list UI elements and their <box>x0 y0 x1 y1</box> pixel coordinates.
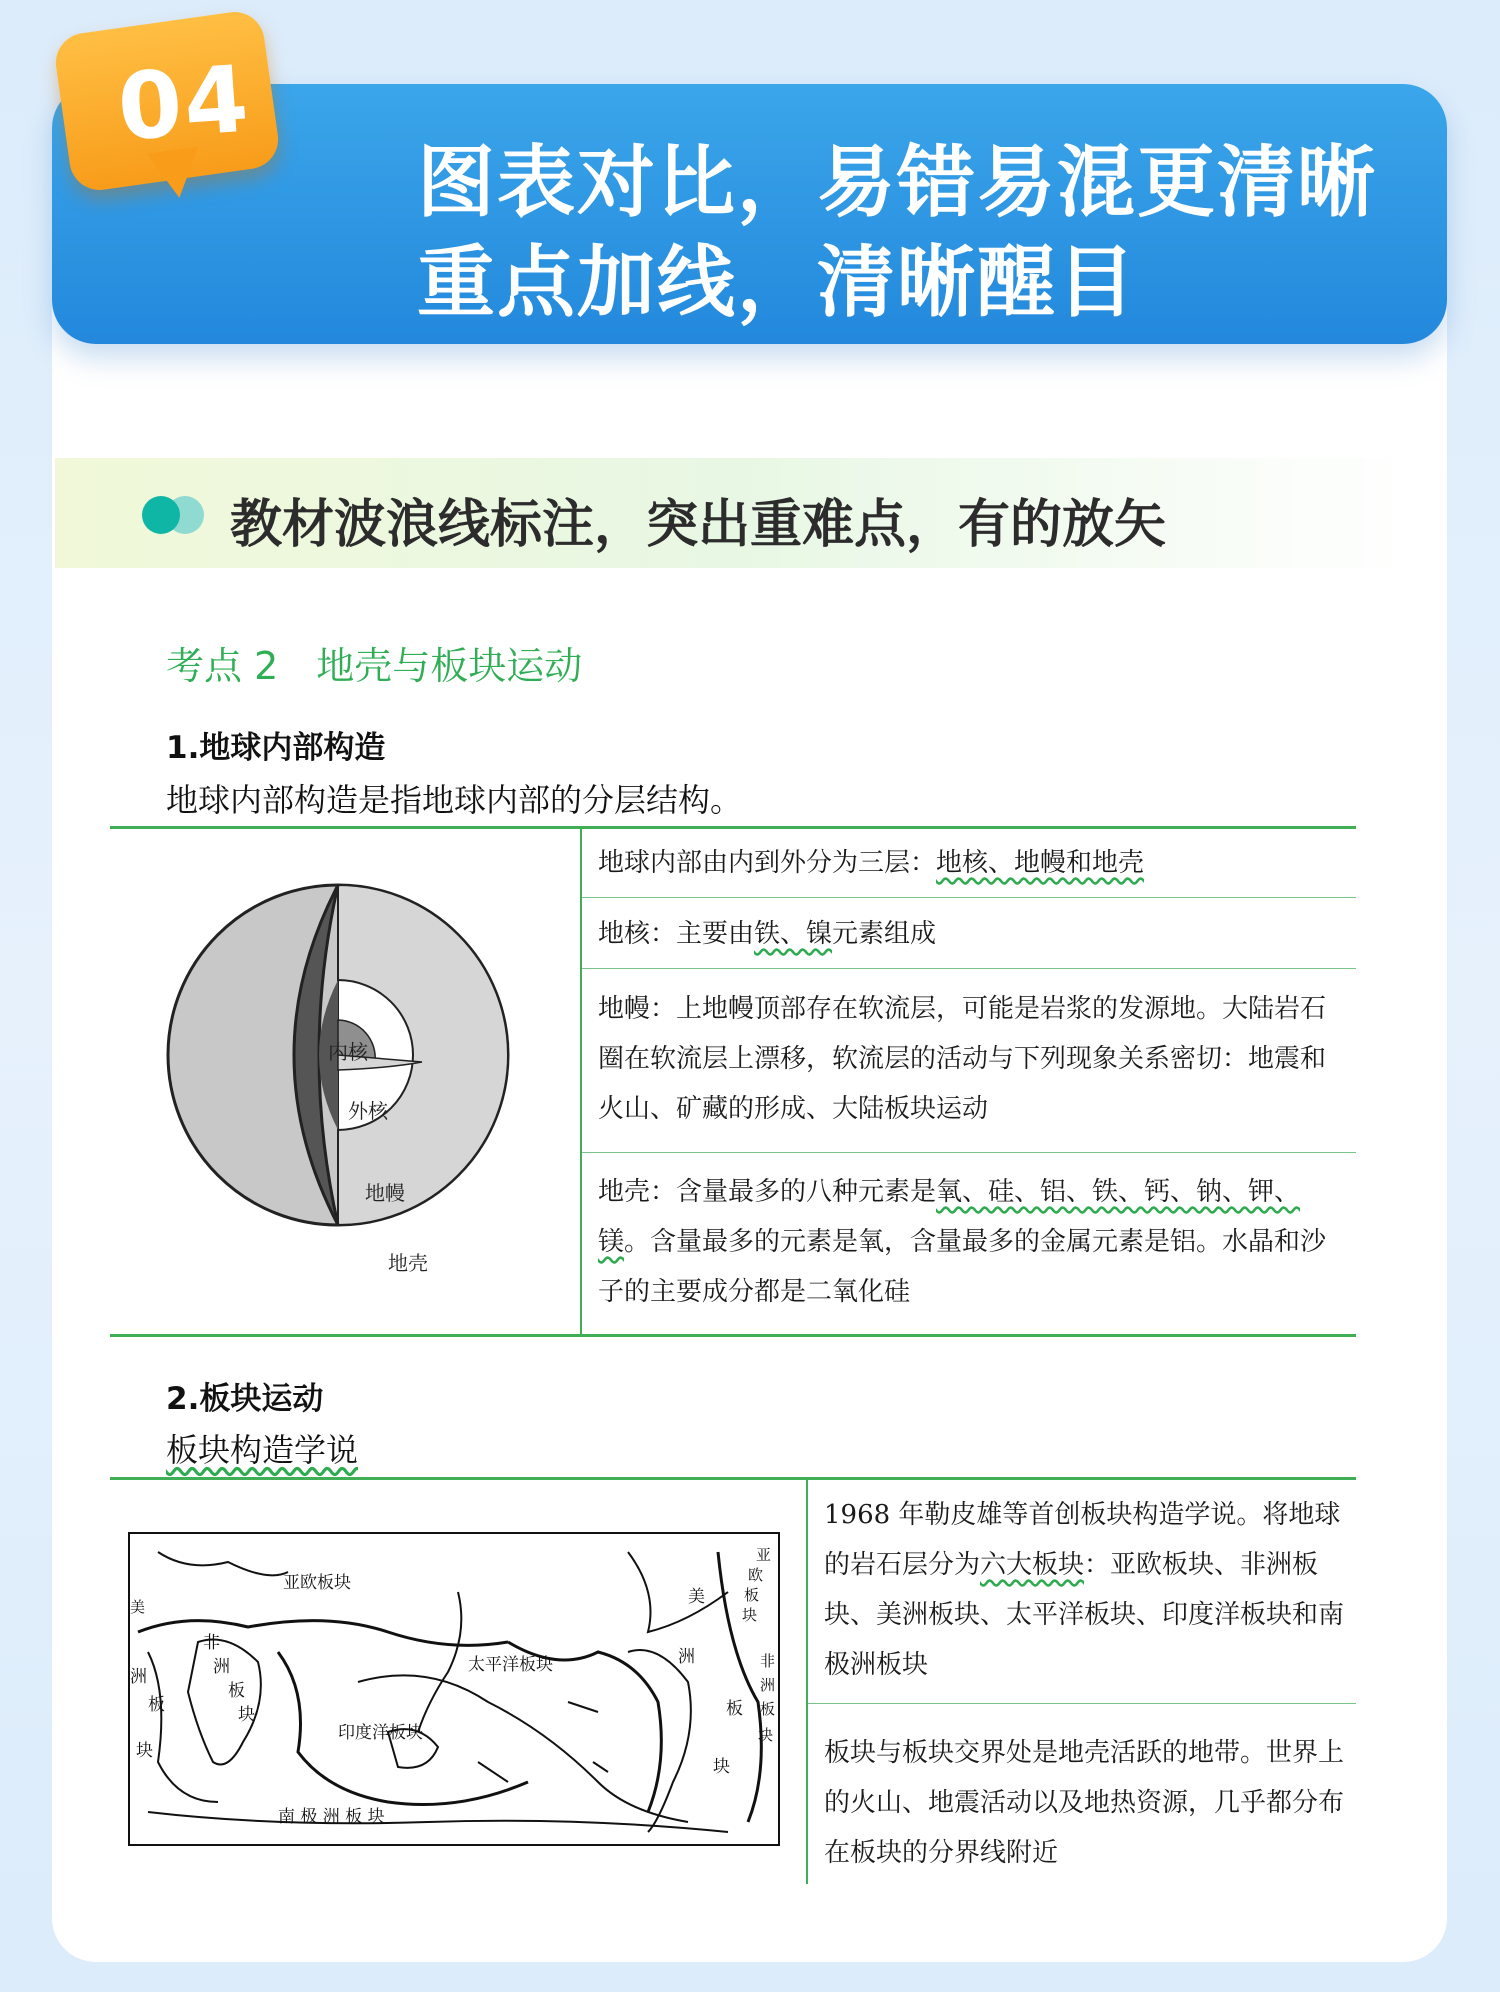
map-label-american-top: 美 <box>688 1587 705 1607</box>
map-label-left-3: 块 <box>136 1741 153 1761</box>
row-text: 板块与板块交界处是地壳活跃的地带。世界上的火山、地震活动以及地热资源，几乎都分布在板块的分界线附近 <box>824 1738 1345 1868</box>
map-label-eurasian: 亚欧板块 <box>283 1573 351 1593</box>
row-key-phrase: 地核、地幔和地壳 <box>936 848 1145 878</box>
table1-divider <box>580 828 582 1334</box>
table1-row-2 <box>598 909 1348 959</box>
row-key-phrase: 氧、硅、铝、铁、钙、钠、钾、镁 <box>598 1177 1301 1257</box>
table2-row-2 <box>824 1728 1344 1878</box>
earth-structure-diagram <box>130 870 570 1290</box>
label-mantle: 地幔 <box>365 1181 405 1205</box>
kaodian-title: 考点 2 地壳与板块运动 <box>166 644 583 688</box>
row-divider <box>582 897 1356 898</box>
table2-row-1 <box>824 1490 1344 1690</box>
label-crust: 地壳 <box>388 1251 428 1275</box>
map-label-african-1: 非 <box>203 1633 220 1653</box>
row-divider <box>582 1152 1356 1153</box>
map-label-african-2: 洲 <box>213 1657 230 1677</box>
table2-top-rule <box>110 1477 1356 1480</box>
row-text: 。含量最多的元素是氧，含量最多的金属元素是铝。水晶和沙子的主要成分都是二氧化硅 <box>598 1227 1327 1307</box>
map-label-right-eurasia-2: 欧 <box>748 1566 764 1584</box>
map-label-african-3: 板 <box>228 1681 245 1701</box>
row-key-phrase: 六大板块 <box>980 1550 1085 1580</box>
row-key-phrase: 铁、镍 <box>754 919 833 949</box>
map-label-american-low: 板 <box>726 1699 743 1719</box>
badge-number: 04 <box>114 45 254 162</box>
map-label-right-african-3: 板 <box>760 1700 776 1718</box>
map-label-african-4: 块 <box>238 1705 255 1725</box>
map-label-right-african-4: 块 <box>758 1726 774 1744</box>
label-inner-core: 内核 <box>328 1040 368 1064</box>
table1-row-4 <box>598 1167 1340 1317</box>
plate-map-diagram <box>128 1532 780 1846</box>
map-label-indian: 印度洋板块 <box>338 1723 423 1743</box>
row-text: 地球内部由内到外分为三层： <box>598 848 937 878</box>
map-label-mei-left: 美 <box>130 1598 146 1616</box>
map-label-left-2: 板 <box>148 1695 165 1715</box>
row-text: 地壳：含量最多的八种元素是 <box>598 1177 937 1207</box>
label-outer-core: 外核 <box>348 1099 388 1123</box>
map-label-right-eurasia-1: 亚 <box>756 1546 772 1564</box>
map-label-right-eurasia-4: 块 <box>742 1606 758 1624</box>
map-label-right-eurasia-3: 板 <box>744 1586 760 1604</box>
row-divider <box>582 968 1356 969</box>
table1-bottom-rule <box>110 1334 1356 1337</box>
section-title: 教材波浪线标注，突出重难点，有的放矢 <box>230 495 1167 555</box>
map-label-american-bottom: 块 <box>713 1757 730 1777</box>
part1-intro: 地球内部构造是指地球内部的分层结构。 <box>166 781 743 819</box>
row-text: ：亚欧板块、非洲板块、美洲板块、太平洋板块、印度洋板块和南极洲板块 <box>824 1550 1345 1680</box>
map-label-antarctic: 南 极 洲 板 块 <box>278 1807 385 1827</box>
part2-heading: 2.板块运动 <box>166 1381 324 1417</box>
header-line-2: 重点加线，清晰醒目 <box>417 238 1138 328</box>
part2-subheading: 板块构造学说 <box>166 1431 359 1469</box>
row-divider <box>808 1703 1356 1704</box>
row-text: 地幔：上地幔顶部存在软流层，可能是岩浆的发源地。大陆岩石圈在软流层上漂移，软流层的活动与下列现象关系密切：地震和火山、矿藏的形成、大陆板块运动 <box>598 994 1327 1124</box>
row-text: 元素组成 <box>832 919 937 949</box>
table1-row-1 <box>598 838 1348 888</box>
map-label-right-african-1: 非 <box>760 1652 776 1670</box>
map-label-right-african-2: 洲 <box>760 1676 776 1694</box>
table1-top-rule <box>110 826 1356 829</box>
table1-row-3 <box>598 984 1340 1134</box>
map-label-american-mid: 洲 <box>678 1647 695 1667</box>
row-text: 1968 年勒皮雄等首创板块构造学说。将地球的岩石层分为 <box>824 1500 1341 1580</box>
map-label-pacific: 太平洋板块 <box>468 1655 553 1675</box>
part1-heading: 1.地球内部构造 <box>166 730 386 766</box>
map-label-left-1: 洲 <box>130 1667 147 1687</box>
header-line-1: 图表对比，易错易混更清晰 <box>417 138 1378 228</box>
bullet-dot-icon <box>142 496 180 534</box>
table2-divider <box>806 1479 808 1884</box>
row-text: 地核：主要由 <box>598 919 755 949</box>
